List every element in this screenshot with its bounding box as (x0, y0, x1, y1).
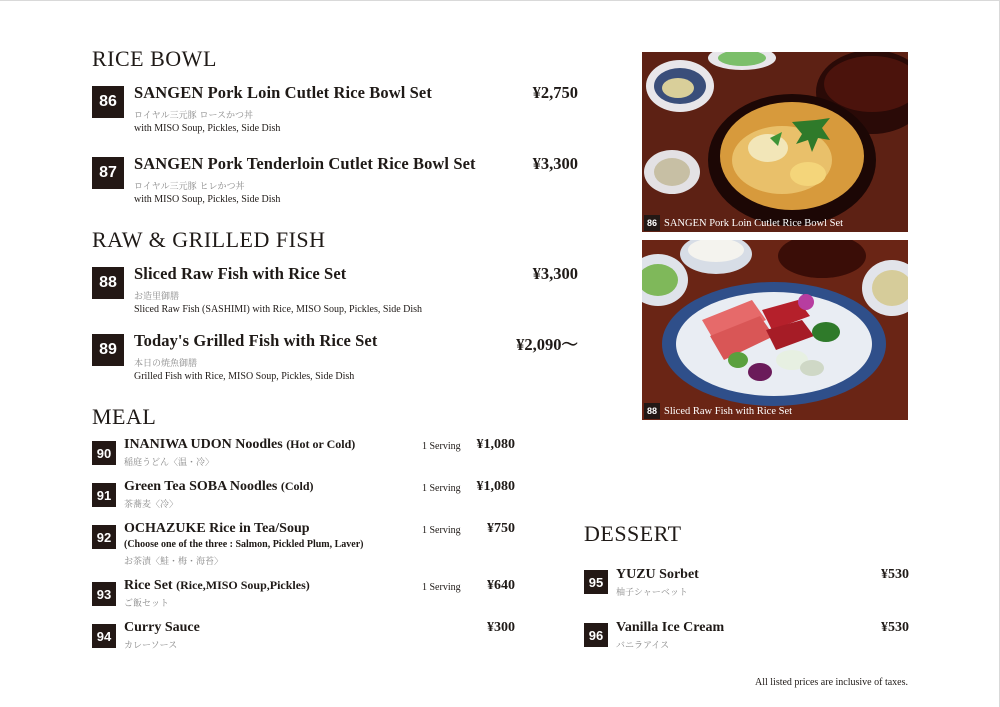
caption-text: Sliced Raw Fish with Rice Set (664, 405, 793, 417)
caption-number-badge: 88 (644, 403, 660, 419)
item-name: YUZU Sorbet (616, 567, 699, 582)
item-name: Curry Sauce (124, 620, 200, 635)
item-name-extra: (Cold) (280, 479, 314, 493)
caption-text: SANGEN Pork Loin Cutlet Rice Bowl Set (664, 217, 844, 229)
caption-number-badge: 86 (644, 215, 660, 231)
item-japanese-name: バニラアイス (616, 641, 670, 651)
food-illustration-katsudon (642, 52, 908, 232)
item-japanese-name: 柚子シャーベット (616, 588, 688, 598)
item-japanese-name: お茶漬〈鮭・梅・海苔〉 (124, 557, 224, 567)
item-price: ¥300 (487, 620, 515, 635)
photo-caption (642, 402, 792, 420)
item-price: ¥530 (881, 567, 909, 582)
item-japanese-name: 稲庭うどん〈温・冷〉 (124, 458, 215, 468)
page-border-top (0, 0, 1000, 1)
item-number-badge: 86 (92, 86, 124, 118)
section-title-raw-grilled-fish: RAW & GRILLED FISH (92, 227, 326, 252)
item-number-badge: 92 (92, 525, 116, 549)
item-name (124, 437, 355, 453)
item-name-main: Rice Set (124, 578, 173, 593)
item-price: ¥530 (881, 620, 909, 635)
item-number-badge: 93 (92, 582, 116, 606)
item-note: (Choose one of the three : Salmon, Pickled Plum, Laver) (124, 539, 364, 550)
item-price: ¥2,090～ (516, 335, 578, 354)
item-number-badge: 91 (92, 483, 116, 507)
item-price: ¥3,300 (532, 264, 578, 283)
item-description: Sliced Raw Fish (SASHIMI) with Rice, MISO Soup, Pickles, Side Dish (134, 304, 423, 315)
photo-caption (642, 214, 843, 232)
item-name-extra: (Rice,MISO Soup,Pickles) (176, 578, 310, 592)
item-number-badge: 96 (584, 623, 608, 647)
item-japanese-name: お造里御膳 (134, 292, 180, 302)
item-name (124, 578, 310, 594)
tax-footnote: All listed prices are inclusive of taxes. (754, 677, 908, 688)
item-name: Vanilla Ice Cream (616, 620, 725, 635)
item-name-main: INANIWA UDON Noodles (124, 437, 283, 452)
item-serving: 1 Serving (422, 525, 461, 536)
item-name-extra: (Hot or Cold) (286, 437, 356, 451)
item-serving: 1 Serving (422, 582, 461, 593)
item-number-badge: 87 (92, 157, 124, 189)
section-title-dessert: DESSERT (584, 521, 682, 546)
item-japanese-name: ロイヤル三元豚 ヒレかつ丼 (134, 182, 245, 192)
item-name: OCHAZUKE Rice in Tea/Soup (124, 521, 310, 536)
item-price: ¥1,080 (476, 437, 515, 452)
item-name: SANGEN Pork Loin Cutlet Rice Bowl Set (134, 83, 432, 102)
item-price: ¥750 (487, 521, 515, 536)
item-description: Grilled Fish with Rice, MISO Soup, Pickles, Side Dish (134, 371, 355, 382)
item-price: ¥2,750 (532, 83, 578, 102)
item-number-badge: 90 (92, 441, 116, 465)
item-number-badge: 89 (92, 334, 124, 366)
photo-pork-loin-cutlet-rice-bowl (642, 52, 908, 232)
food-illustration-sashimi (642, 240, 908, 420)
item-serving: 1 Serving (422, 483, 461, 494)
item-japanese-name: ご飯セット (124, 599, 170, 609)
item-number-badge: 94 (92, 624, 116, 648)
item-serving: 1 Serving (422, 441, 461, 452)
item-price: ¥3,300 (532, 154, 578, 173)
item-price: ¥1,080 (476, 479, 515, 494)
item-number-badge: 95 (584, 570, 608, 594)
item-description: with MISO Soup, Pickles, Side Dish (134, 123, 281, 134)
item-number-badge: 88 (92, 267, 124, 299)
item-japanese-name: ロイヤル三元豚 ロースかつ丼 (134, 111, 254, 121)
section-title-meal: MEAL (92, 404, 157, 429)
item-japanese-name: 茶蕎麦〈冷〉 (124, 500, 179, 510)
item-name (124, 479, 314, 495)
item-price: ¥640 (487, 578, 515, 593)
item-name: SANGEN Pork Tenderloin Cutlet Rice Bowl Set (134, 154, 476, 173)
item-japanese-name: カレーソース (124, 641, 178, 651)
item-name-main: Green Tea SOBA Noodles (124, 479, 278, 494)
item-japanese-name: 本日の焼魚御膳 (134, 359, 198, 369)
item-name: Sliced Raw Fish with Rice Set (134, 264, 347, 283)
item-name: Today's Grilled Fish with Rice Set (134, 331, 378, 350)
item-description: with MISO Soup, Pickles, Side Dish (134, 194, 281, 205)
section-title-rice-bowl: RICE BOWL (92, 46, 217, 71)
photo-sliced-raw-fish-set (642, 240, 908, 420)
